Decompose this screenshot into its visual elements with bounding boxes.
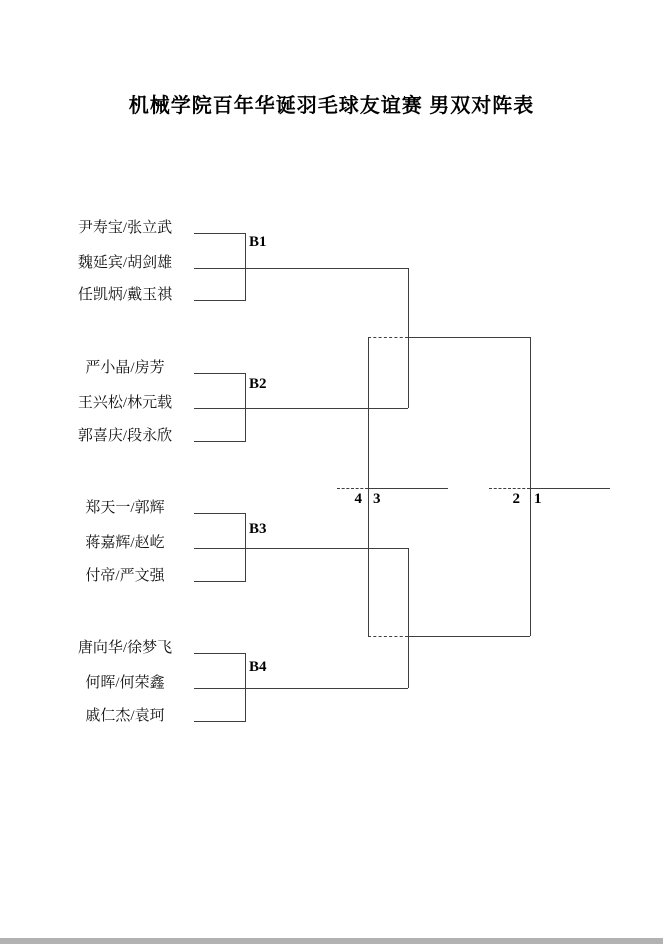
- team-name-b2-1: 严小晶/房芳: [85, 360, 165, 376]
- champion-line: [530, 488, 610, 489]
- third-place-vertical: [368, 337, 369, 636]
- team-name-b3-3: 付帝/严文强: [85, 568, 165, 584]
- placement-number-4: 4: [354, 491, 362, 507]
- team-name-b4-1: 唐向华/徐梦飞: [77, 640, 173, 656]
- group-label-b1: B1: [249, 234, 267, 250]
- b1-team1-line: [194, 233, 245, 234]
- b4-team3-line: [194, 721, 245, 722]
- b4-team2-line: [194, 688, 408, 689]
- placement-number-1: 1: [534, 491, 542, 507]
- sf2-winner-line: [408, 636, 530, 637]
- sf1-winner-line: [408, 337, 530, 338]
- team-name-b1-3: 任凯炳/戴玉祺: [77, 287, 173, 303]
- b4-bracket-vertical: [245, 653, 246, 722]
- b3-team1-line: [194, 513, 245, 514]
- group-label-b3: B3: [249, 521, 267, 537]
- group-label-b2: B2: [249, 376, 267, 392]
- b1-bracket-vertical: [245, 233, 246, 301]
- bottom-gray-bar: [0, 938, 663, 944]
- team-name-b2-2: 王兴松/林元载: [77, 395, 173, 411]
- b1-team2-line: [194, 268, 408, 269]
- semifinal-1-vertical: [408, 268, 409, 408]
- b4-team1-line: [194, 653, 245, 654]
- b1-team3-line: [194, 300, 245, 301]
- b2-team3-line: [194, 441, 245, 442]
- final-vertical: [530, 337, 531, 636]
- group-label-b4: B4: [249, 659, 267, 675]
- team-name-b2-3: 郭喜庆/段永欣: [77, 428, 173, 444]
- runner-up-dashed-line: [489, 488, 530, 489]
- b3-team3-line: [194, 581, 245, 582]
- team-name-b1-1: 尹寿宝/张立武: [77, 220, 173, 236]
- team-name-b3-1: 郑天一/郭辉: [85, 500, 165, 516]
- sf2-loser-dashed-line: [368, 636, 408, 637]
- placement-number-3: 3: [373, 491, 381, 507]
- third-place-line: [368, 488, 448, 489]
- team-name-b3-2: 蒋嘉辉/赵屹: [85, 535, 165, 551]
- team-name-b4-2: 何晖/何荣鑫: [85, 675, 165, 691]
- sf1-loser-dashed-line: [368, 337, 408, 338]
- placement-number-2: 2: [512, 491, 520, 507]
- team-name-b1-2: 魏延宾/胡剑雄: [77, 255, 173, 271]
- semifinal-2-vertical: [408, 548, 409, 688]
- team-name-b4-3: 戚仁杰/袁珂: [85, 708, 165, 724]
- page-title: 机械学院百年华诞羽毛球友谊赛 男双对阵表: [128, 95, 535, 117]
- b2-team1-line: [194, 373, 245, 374]
- b3-team2-line: [194, 548, 408, 549]
- b3-bracket-vertical: [245, 513, 246, 582]
- b2-team2-line: [194, 408, 408, 409]
- b2-bracket-vertical: [245, 373, 246, 442]
- third-place-dashed-line: [337, 488, 368, 489]
